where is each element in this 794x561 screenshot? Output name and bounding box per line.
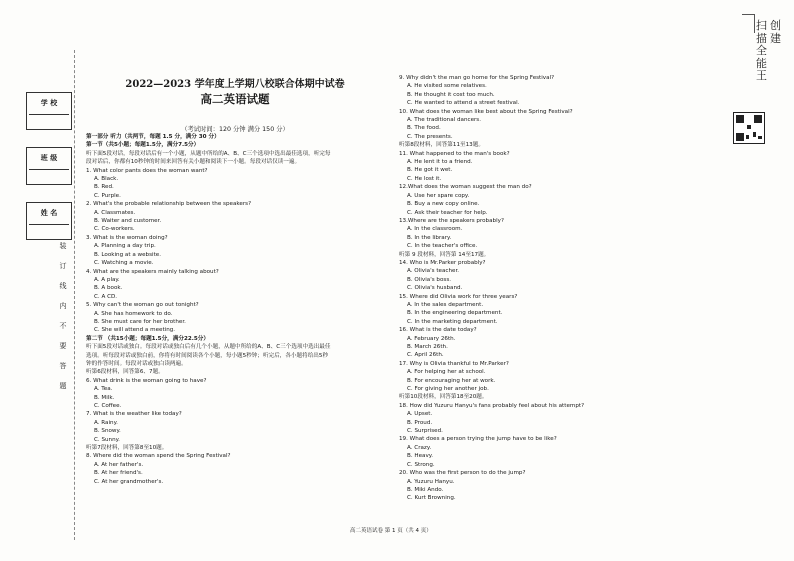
- left-column-line: C. Purple.: [94, 192, 121, 199]
- left-column-line: 7. What is the weather like today?: [86, 411, 182, 418]
- left-column-line: 第一部分 听力（共两节，每题 1.5 分，满分 30 分）: [86, 134, 220, 140]
- left-column-line: A. At her father's.: [94, 461, 144, 468]
- left-column-line: C. Co-workers.: [94, 226, 135, 233]
- left-column-line: B. Waiter and customer.: [94, 218, 162, 225]
- right-column-line: 12.What does the woman suggest the man do?: [399, 184, 532, 191]
- corner-mark: [742, 14, 755, 33]
- left-column-line: 1. What color pants does the woman want?: [86, 167, 208, 174]
- left-column-line: 4. What are the speakers mainly talking about?: [86, 268, 219, 275]
- name-box[interactable]: [26, 202, 72, 240]
- right-column-line: A. He visited some relatives.: [407, 83, 487, 90]
- right-column-line: C. Surprised.: [407, 428, 443, 435]
- left-column-line: A. She has homework to do.: [94, 310, 173, 317]
- right-column-line: 20. Who was the first person to do the jump?: [399, 470, 526, 477]
- right-column-line: 15. Where did Olivia work for three years?: [399, 293, 518, 300]
- left-question-column: [86, 133, 386, 486]
- right-column-line: 11. What happened to the man's book?: [399, 150, 510, 157]
- name-label: 姓 名: [40, 208, 58, 217]
- right-column-line: C. For giving her another job.: [407, 386, 489, 393]
- right-column-line: B. He thought it cost too much.: [407, 91, 495, 98]
- watermark-text-a: 创建: [770, 19, 781, 45]
- left-column-line: C. A CD.: [94, 293, 118, 300]
- binding-notice-char: 答: [59, 362, 67, 370]
- binding-notice-char: 不: [59, 322, 67, 330]
- left-column-line: 听第6段材料，回答第6、7题。: [86, 369, 164, 376]
- left-column-line: 听下面5段对话，每段对话后有一个小题，从题中所给的A、B、C三个选项中选出最佳选项，听完每: [86, 150, 331, 157]
- right-column-line: A. He lent it to a friend.: [407, 159, 473, 166]
- right-column-line: A. For helping her at school.: [407, 369, 486, 376]
- right-column-line: C. April 26th.: [407, 352, 444, 359]
- left-column-line: C. Coffee.: [94, 403, 122, 409]
- left-column-line: A. A play.: [94, 276, 120, 283]
- left-column-line: A. Rainy.: [94, 419, 118, 426]
- binding-dashed-line: [74, 50, 75, 540]
- right-column-line: B. Proud.: [407, 419, 433, 426]
- exam-subject-title: 高二英语试题: [200, 92, 270, 106]
- right-column-line: B. March 26th.: [407, 344, 448, 350]
- right-column-line: 16. What is the date today?: [399, 327, 477, 334]
- right-column-line: 9. Why didn't the man go home for the Spring Festival?: [399, 75, 555, 81]
- left-column-line: B. Red.: [94, 184, 114, 191]
- right-column-line: C. Ask their teacher for help.: [407, 209, 488, 216]
- left-column-line: 钟的作答时间。每段对话或独白读两遍。: [86, 360, 187, 367]
- right-column-line: B. Miki Ando.: [407, 486, 444, 493]
- binding-notice-char: 题: [59, 382, 67, 390]
- left-column-line: 6. What drink is the woman going to have?: [86, 377, 207, 384]
- left-column-line: 第一节（共5小题；每题1.5分，满分7.5分）: [86, 142, 200, 149]
- right-column-line: 听第8段材料，回答第11至13题。: [399, 142, 484, 149]
- right-column-line: A. In the classroom.: [407, 226, 463, 233]
- left-column-line: B. At her friend's.: [94, 470, 143, 477]
- right-column-line: 13.Where are the speakers probably?: [399, 217, 504, 224]
- right-column-line: C. Olivia's husband.: [407, 285, 463, 292]
- left-column-line: C. Watching a movie.: [94, 260, 154, 267]
- left-column-line: 第二节 （共15小题；每题1.5分，满分22.5分）: [86, 335, 209, 342]
- binding-notice-char: 要: [59, 342, 67, 350]
- right-column-line: 10. What does the woman like best about the Spring Festival?: [399, 108, 573, 115]
- left-column-line: B. Looking at a website.: [94, 251, 161, 258]
- right-column-line: C. Kurt Browning.: [407, 495, 456, 502]
- class-box[interactable]: [26, 147, 72, 185]
- left-column-line: 5. Why can't the woman go out tonight?: [86, 302, 199, 309]
- qr-code-icon: [733, 112, 765, 144]
- left-column-line: C. She will attend a meeting.: [94, 327, 176, 334]
- left-column-line: B. Snowy.: [94, 428, 121, 435]
- right-column-line: 14. Who is Mr.Parker probably?: [399, 259, 486, 266]
- right-column-line: A. Olivia's teacher.: [407, 268, 460, 275]
- right-column-line: A. Yuzuru Hanyu.: [407, 478, 455, 485]
- right-column-line: C. In the teacher's office.: [407, 243, 478, 250]
- left-column-line: A. Black.: [94, 176, 119, 183]
- right-column-line: B. Buy a new copy online.: [407, 201, 480, 208]
- right-column-line: B. Heavy.: [407, 453, 434, 460]
- right-question-column: [399, 74, 699, 503]
- right-column-line: B. The food.: [407, 125, 441, 132]
- right-column-line: C. Strong.: [407, 461, 435, 468]
- right-column-line: B. In the engineering department.: [407, 310, 503, 317]
- left-column-line: C. At her grandmother's.: [94, 478, 164, 485]
- binding-notice-char: 线: [59, 282, 67, 290]
- exam-info: （考试时间：120 分钟 满分 150 分）: [181, 126, 289, 133]
- left-column-line: B. Milk.: [94, 394, 115, 401]
- right-column-line: C. He wanted to attend a street festival.: [407, 100, 520, 107]
- page-footer: 高二英语试卷 第 1 页（共 4 页）: [350, 528, 432, 534]
- binding-notice-char: 订: [59, 262, 67, 270]
- right-column-line: C. In the marketing department.: [407, 318, 498, 325]
- binding-notice-char: 装: [59, 242, 67, 250]
- right-column-line: C. The presents.: [407, 133, 453, 140]
- right-column-line: 听第10段材料，回答第18至20题。: [399, 394, 488, 401]
- left-column-line: 选项。听每段对话或独白前，你将有时间阅读各个小题，每小题5秒钟；听完后，各小题将给出5秒: [86, 352, 329, 359]
- school-label: 学 校: [40, 98, 58, 107]
- school-box[interactable]: [26, 92, 72, 130]
- left-column-line: A. Tea.: [94, 386, 113, 393]
- right-column-line: B. In the library.: [407, 234, 452, 241]
- student-info-boxes: [26, 92, 66, 257]
- right-column-line: 17. Why is Olivia thankful to Mr.Parker?: [399, 360, 509, 367]
- left-column-line: A. Classmates.: [94, 209, 136, 216]
- right-column-line: 听第 9 段材料，回答第 14至17题。: [399, 251, 490, 258]
- left-column-line: B. A book.: [94, 285, 123, 292]
- exam-title: 2022—2023 学年度上学期八校联合体期中试卷: [125, 79, 345, 90]
- binding-notice-char: 内: [59, 302, 67, 310]
- right-column-line: B. For encouraging her at work.: [407, 377, 496, 384]
- right-column-line: A. Upset.: [407, 411, 433, 418]
- right-column-line: A. Crazy.: [407, 444, 432, 451]
- left-column-line: A. Planning a day trip.: [94, 243, 156, 250]
- right-column-line: A. February 26th.: [407, 335, 456, 342]
- right-column-line: C. He lost it.: [407, 175, 442, 182]
- right-column-line: 18. How did Yuzuru Hanyu's fans probably feel about his attempt?: [399, 402, 585, 409]
- right-column-line: A. The traditional dancers.: [407, 117, 481, 124]
- right-column-line: 19. What does a person trying the jump have to be like?: [399, 436, 557, 443]
- left-column-line: 段对话后，你都有10秒钟的时间来回答有关小题和阅读下一小题。每段对话仅读一遍。: [86, 159, 301, 166]
- left-column-line: 3. What is the woman doing?: [86, 234, 168, 241]
- right-column-line: B. Olivia's boss.: [407, 276, 452, 283]
- right-column-line: A. In the sales department.: [407, 301, 484, 308]
- left-column-line: 听下面5段对话或独白。每段对话或独白后有几个小题，从题中所给的A、B、C三个选项中选出最佳: [86, 344, 331, 351]
- class-label: 班 级: [40, 153, 58, 162]
- left-column-line: B. She must care for her brother.: [94, 318, 186, 325]
- left-column-line: 8. Where did the woman spend the Spring Festival?: [86, 453, 231, 460]
- left-column-line: C. Sunny.: [94, 436, 120, 443]
- watermark-text-b: 扫描全能王: [756, 19, 767, 82]
- binding-line-notice: [56, 236, 70, 396]
- right-column-line: B. He got it wet.: [407, 167, 453, 174]
- right-column-line: A. Use her spare copy.: [407, 192, 470, 199]
- left-column-line: 听第7段材料，回答第8至10题。: [86, 445, 168, 452]
- left-column-line: 2. What's the probable relationship between the speakers?: [86, 201, 252, 208]
